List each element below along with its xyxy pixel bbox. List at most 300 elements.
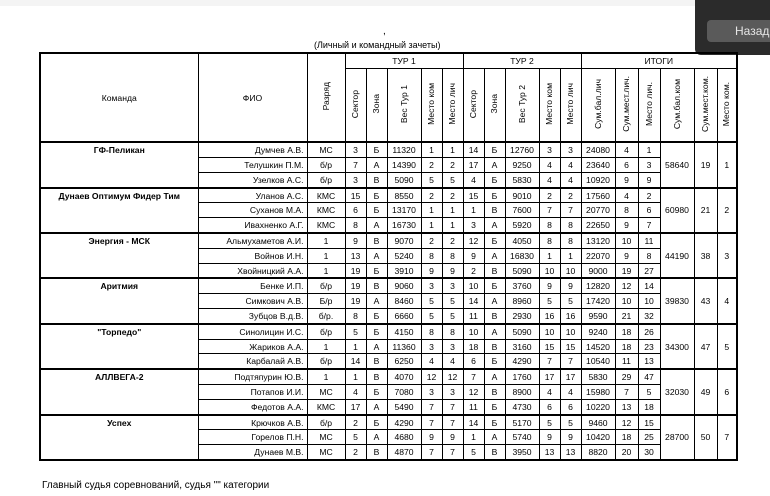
result-cell: В [366, 172, 387, 187]
header-t2-zone: Зона [489, 94, 500, 114]
header-t1-place-pers: Место лич [447, 83, 458, 125]
result-cell: Б/р [307, 294, 345, 309]
document-top-edge [0, 0, 700, 6]
result-cell: 5 [560, 415, 581, 430]
result-cell: 1760 [505, 369, 539, 384]
result-cell: МС [307, 385, 345, 400]
result-cell: 9 [421, 430, 442, 445]
result-cell: 3 [638, 158, 660, 173]
result-cell: В [484, 339, 505, 354]
result-cell: 1 [442, 218, 463, 233]
result-cell: 6 [463, 354, 484, 369]
result-cell: 11 [638, 233, 660, 248]
result-cell: 18 [638, 399, 660, 414]
result-cell: В [366, 278, 387, 293]
result-cell: 2930 [505, 309, 539, 324]
result-cell: 13 [560, 445, 581, 460]
result-cell: б/р [307, 172, 345, 187]
result-cell: Б [484, 399, 505, 414]
participant-name: Хвойницкий А.А. [198, 263, 307, 278]
result-cell: 4 [539, 172, 560, 187]
result-cell: 18 [463, 339, 484, 354]
result-cell: 2 [560, 188, 581, 203]
team-team-places: 21 [694, 188, 717, 233]
result-cell: Б [366, 142, 387, 157]
result-cell: А [366, 294, 387, 309]
result-cell: 6 [615, 158, 638, 173]
result-cell: 29 [615, 369, 638, 384]
result-cell: 9 [560, 278, 581, 293]
result-cell: В [366, 233, 387, 248]
result-cell: 8 [345, 309, 366, 324]
result-cell: 5 [442, 309, 463, 324]
result-cell: 10 [560, 263, 581, 278]
result-cell: 4870 [387, 445, 421, 460]
result-cell: 9 [560, 430, 581, 445]
result-cell: 16830 [505, 248, 539, 263]
result-cell: 17 [539, 369, 560, 384]
result-cell: 9 [463, 248, 484, 263]
result-cell: 5740 [505, 430, 539, 445]
result-cell: 10 [615, 233, 638, 248]
result-cell: 10540 [581, 354, 615, 369]
result-cell: 9 [421, 263, 442, 278]
result-cell: 8 [539, 218, 560, 233]
result-cell: 3 [560, 142, 581, 157]
result-cell: 8820 [581, 445, 615, 460]
result-cell: 9 [638, 172, 660, 187]
result-cell: 1 [345, 339, 366, 354]
result-cell: 1 [442, 142, 463, 157]
result-cell: 6 [638, 203, 660, 218]
result-cell: 11 [463, 399, 484, 414]
result-cell: 2 [442, 158, 463, 173]
result-cell: 14 [463, 415, 484, 430]
result-cell: 9 [615, 248, 638, 263]
result-cell: 1 [307, 263, 345, 278]
result-cell: 8 [421, 248, 442, 263]
result-cell: 9240 [581, 324, 615, 339]
result-cell: 9 [539, 278, 560, 293]
team-name: Аритмия [40, 278, 198, 323]
header-fio: ФИО [198, 53, 307, 142]
team-name: Успех [40, 415, 198, 460]
result-cell: 10 [539, 324, 560, 339]
result-cell: Б [366, 324, 387, 339]
result-cell: 9 [345, 233, 366, 248]
participant-name: Карбалай А.В. [198, 354, 307, 369]
result-cell: 12 [463, 385, 484, 400]
result-cell: Б [366, 415, 387, 430]
result-cell: 16730 [387, 218, 421, 233]
table-row [40, 142, 737, 157]
result-cell: б/р [307, 415, 345, 430]
result-cell: 8 [345, 218, 366, 233]
result-cell: 5 [539, 294, 560, 309]
result-cell: 12820 [581, 278, 615, 293]
team-team-weight: 28700 [660, 415, 694, 460]
result-cell: 17 [463, 158, 484, 173]
result-cell: Б [484, 188, 505, 203]
result-cell: 12 [615, 415, 638, 430]
table-row [40, 415, 737, 430]
team-team-places: 43 [694, 278, 717, 323]
result-cell: 7080 [387, 385, 421, 400]
participant-name: Суханов М.А. [198, 203, 307, 218]
result-cell: 22070 [581, 248, 615, 263]
result-cell: 1 [463, 203, 484, 218]
result-cell: КМС [307, 203, 345, 218]
result-cell: 9590 [581, 309, 615, 324]
result-cell: А [366, 158, 387, 173]
result-cell: 16 [560, 309, 581, 324]
table-row [40, 369, 737, 384]
header-sum-weight-team: Сум.бал.ком [671, 78, 682, 130]
result-cell: 11 [463, 309, 484, 324]
result-cell: 7 [421, 445, 442, 460]
result-cell: 3 [345, 172, 366, 187]
result-cell: 4050 [505, 233, 539, 248]
result-cell: 9070 [387, 233, 421, 248]
result-cell: 14 [638, 278, 660, 293]
header-t1-weight: Вес Тур 1 [398, 84, 409, 124]
result-cell: 7 [615, 385, 638, 400]
team-team-place: 6 [717, 369, 737, 414]
result-cell: А [484, 218, 505, 233]
result-cell: А [366, 248, 387, 263]
header-sum-place-team: Сум.мест.ком. [700, 76, 711, 133]
result-cell: 5 [421, 294, 442, 309]
result-cell: 18 [615, 324, 638, 339]
result-cell: 11320 [387, 142, 421, 157]
result-cell: В [366, 354, 387, 369]
result-cell: 12 [442, 369, 463, 384]
result-cell: 9010 [505, 188, 539, 203]
results-table [39, 52, 738, 461]
result-cell: 7 [560, 203, 581, 218]
result-cell: 5170 [505, 415, 539, 430]
result-cell: 13 [539, 445, 560, 460]
result-cell: Б [366, 263, 387, 278]
team-team-place: 7 [717, 415, 737, 460]
result-cell: МС [307, 445, 345, 460]
team-team-weight: 39830 [660, 278, 694, 323]
result-cell: 4290 [505, 354, 539, 369]
result-cell: 8550 [387, 188, 421, 203]
result-cell: 6 [560, 399, 581, 414]
result-cell: КМС [307, 188, 345, 203]
result-cell: 2 [421, 158, 442, 173]
header-place-pers-total: Место лич. [643, 82, 654, 127]
participant-name: Горелов П.Н. [198, 430, 307, 445]
header-totals: ИТОГИ [581, 53, 737, 68]
team-team-place: 2 [717, 188, 737, 233]
result-cell: 1 [421, 142, 442, 157]
result-cell: 1 [307, 339, 345, 354]
result-cell: 22650 [581, 218, 615, 233]
participant-name: Ивахненко А.Г. [198, 218, 307, 233]
result-cell: 1 [442, 203, 463, 218]
result-cell: 3910 [387, 263, 421, 278]
team-team-places: 47 [694, 324, 717, 369]
result-cell: 7 [421, 415, 442, 430]
result-cell: 12 [615, 278, 638, 293]
header-tour1: ТУР 1 [345, 53, 463, 68]
participant-name: Альмухаметов А.И. [198, 233, 307, 248]
result-cell: 9250 [505, 158, 539, 173]
result-cell: Б [366, 203, 387, 218]
result-cell: 4 [539, 158, 560, 173]
result-cell: 5 [442, 172, 463, 187]
result-cell: 3 [539, 142, 560, 157]
result-cell: 4730 [505, 399, 539, 414]
header-sum-place-pers: Сум.мест.лич. [621, 76, 632, 132]
result-cell: 5 [539, 415, 560, 430]
result-cell: А [484, 430, 505, 445]
participant-name: Федотов А.А. [198, 399, 307, 414]
result-cell: 3 [442, 385, 463, 400]
team-name: АЛЛВЕГА-2 [40, 369, 198, 414]
result-cell: 24080 [581, 142, 615, 157]
result-cell: 1 [421, 203, 442, 218]
result-cell: 2 [421, 233, 442, 248]
result-cell: 7600 [505, 203, 539, 218]
result-cell: 8 [539, 233, 560, 248]
participant-name: Дунаев М.В. [198, 445, 307, 460]
team-name: Энергия - МСК [40, 233, 198, 278]
result-cell: 2 [539, 188, 560, 203]
header-t2-place-team: Место ком [544, 83, 555, 125]
result-cell: 7 [463, 369, 484, 384]
result-cell: 10 [560, 324, 581, 339]
result-cell: А [366, 339, 387, 354]
team-team-places: 19 [694, 142, 717, 187]
result-cell: 1 [307, 233, 345, 248]
result-cell: В [366, 445, 387, 460]
result-cell: 5 [345, 324, 366, 339]
result-cell: 9 [615, 218, 638, 233]
result-cell: 20 [615, 445, 638, 460]
result-cell: КМС [307, 399, 345, 414]
result-cell: 19 [345, 263, 366, 278]
result-cell: Б [484, 233, 505, 248]
result-cell: 4 [463, 172, 484, 187]
result-cell: 17 [345, 399, 366, 414]
participant-name: Уланов А.С. [198, 188, 307, 203]
result-cell: 13120 [581, 233, 615, 248]
result-cell: 1 [345, 369, 366, 384]
header-place-team-total: Место ком. [721, 81, 732, 127]
result-cell: 6 [345, 203, 366, 218]
result-cell: 5 [421, 172, 442, 187]
participant-name: Бенке И.П. [198, 278, 307, 293]
result-cell: б/р. [307, 309, 345, 324]
result-cell: 3 [421, 339, 442, 354]
result-cell: 9 [442, 263, 463, 278]
result-cell: 3 [442, 339, 463, 354]
result-cell: Б [366, 188, 387, 203]
team-team-place: 3 [717, 233, 737, 278]
result-cell: 13170 [387, 203, 421, 218]
result-cell: 17420 [581, 294, 615, 309]
result-cell: 14 [463, 142, 484, 157]
participant-name: Подтяпурин Ю.В. [198, 369, 307, 384]
result-cell: 14520 [581, 339, 615, 354]
result-cell: 5 [421, 309, 442, 324]
result-cell: 4070 [387, 369, 421, 384]
result-cell: 3 [421, 278, 442, 293]
result-cell: 1 [307, 369, 345, 384]
result-cell: 1 [307, 248, 345, 263]
result-cell: 15 [560, 339, 581, 354]
result-cell: 4 [560, 385, 581, 400]
result-cell: 13 [638, 354, 660, 369]
result-cell: 18 [615, 339, 638, 354]
result-cell: 13 [615, 399, 638, 414]
result-cell: 18 [615, 430, 638, 445]
participant-name: Крючков А.В. [198, 415, 307, 430]
result-cell: 15 [539, 339, 560, 354]
participant-name: Узелков А.С. [198, 172, 307, 187]
result-cell: 3160 [505, 339, 539, 354]
document-subtitle: (Личный и командный зачеты) [314, 40, 441, 50]
result-cell: 19 [345, 294, 366, 309]
result-cell: 1 [638, 142, 660, 157]
result-cell: б/р [307, 354, 345, 369]
result-cell: Б [484, 142, 505, 157]
result-cell: 10 [463, 324, 484, 339]
result-cell: А [484, 158, 505, 173]
team-team-weight: 44190 [660, 233, 694, 278]
result-cell: 1 [539, 248, 560, 263]
result-cell: 5240 [387, 248, 421, 263]
result-cell: Б [484, 172, 505, 187]
result-cell: 2 [638, 188, 660, 203]
result-cell: 5830 [505, 172, 539, 187]
result-cell: Б [484, 278, 505, 293]
result-cell: 4 [421, 354, 442, 369]
result-cell: В [484, 445, 505, 460]
result-cell: 13 [345, 248, 366, 263]
result-cell: 9 [442, 430, 463, 445]
result-cell: 1 [560, 248, 581, 263]
team-team-places: 38 [694, 233, 717, 278]
participant-name: Жариков А.А. [198, 339, 307, 354]
result-cell: 15 [345, 188, 366, 203]
result-cell: 14390 [387, 158, 421, 173]
result-cell: 2 [442, 233, 463, 248]
result-cell: 12760 [505, 142, 539, 157]
result-cell: 7 [539, 354, 560, 369]
participant-name: Думчев А.В. [198, 142, 307, 157]
result-cell: 8 [421, 324, 442, 339]
result-cell: 12 [463, 233, 484, 248]
result-cell: 7 [345, 158, 366, 173]
result-cell: 4 [560, 172, 581, 187]
result-cell: 5090 [505, 263, 539, 278]
result-cell: Б [484, 354, 505, 369]
result-cell: 9460 [581, 415, 615, 430]
result-cell: В [484, 203, 505, 218]
result-cell: 10220 [581, 399, 615, 414]
result-cell: МС [307, 142, 345, 157]
result-cell: 10 [638, 294, 660, 309]
table-row [40, 324, 737, 339]
result-cell: 5 [560, 294, 581, 309]
footer-signature: Главный судья соревнований, судья "" категории [42, 480, 270, 491]
result-cell: В [484, 263, 505, 278]
header-rank: Разряд [320, 82, 331, 111]
result-cell: 30 [638, 445, 660, 460]
result-cell: 27 [638, 263, 660, 278]
result-cell: А [366, 218, 387, 233]
result-cell: 4680 [387, 430, 421, 445]
header-t2-sector: Сектор [468, 89, 479, 119]
result-cell: 2 [345, 415, 366, 430]
result-cell: 15980 [581, 385, 615, 400]
result-cell: 6250 [387, 354, 421, 369]
result-cell: 23 [638, 339, 660, 354]
result-cell: 5 [638, 385, 660, 400]
result-cell: 8 [560, 233, 581, 248]
result-cell: 6660 [387, 309, 421, 324]
team-team-place: 1 [717, 142, 737, 187]
result-cell: 32 [638, 309, 660, 324]
result-cell: 5490 [387, 399, 421, 414]
header-t1-place-team: Место ком [426, 83, 437, 125]
result-cell: 25 [638, 430, 660, 445]
result-cell: 8460 [387, 294, 421, 309]
result-cell: 11360 [387, 339, 421, 354]
result-cell: 47 [638, 369, 660, 384]
result-cell: 9 [539, 430, 560, 445]
team-team-places: 50 [694, 415, 717, 460]
result-cell: 3 [442, 278, 463, 293]
result-cell: МС [307, 430, 345, 445]
result-cell: 2 [421, 188, 442, 203]
result-cell: 8 [442, 248, 463, 263]
table-row [40, 278, 737, 293]
result-cell: 7 [421, 399, 442, 414]
result-cell: 15 [463, 188, 484, 203]
team-team-weight: 60980 [660, 188, 694, 233]
result-cell: 7 [442, 399, 463, 414]
result-cell: 12 [421, 369, 442, 384]
result-cell: 15 [638, 415, 660, 430]
result-cell: 2 [463, 263, 484, 278]
team-team-weight: 58640 [660, 142, 694, 187]
result-cell: 16 [539, 309, 560, 324]
result-cell: 1 [421, 218, 442, 233]
result-cell: 3 [463, 218, 484, 233]
result-cell: 7 [442, 445, 463, 460]
result-cell: 8900 [505, 385, 539, 400]
result-cell: 2 [442, 188, 463, 203]
result-cell: В [484, 309, 505, 324]
table-row [40, 233, 737, 248]
result-cell: 17 [560, 369, 581, 384]
participant-name: Телушкин П.М. [198, 158, 307, 173]
header-t2-weight: Вес Тур 2 [516, 84, 527, 124]
result-cell: 8 [442, 324, 463, 339]
result-cell: 14 [463, 294, 484, 309]
result-cell: Б [366, 309, 387, 324]
header-t1-zone: Зона [371, 94, 382, 114]
back-button[interactable]: Назад [707, 20, 770, 42]
result-cell: 19 [615, 263, 638, 278]
result-cell: 19 [345, 278, 366, 293]
result-cell: 4 [539, 385, 560, 400]
